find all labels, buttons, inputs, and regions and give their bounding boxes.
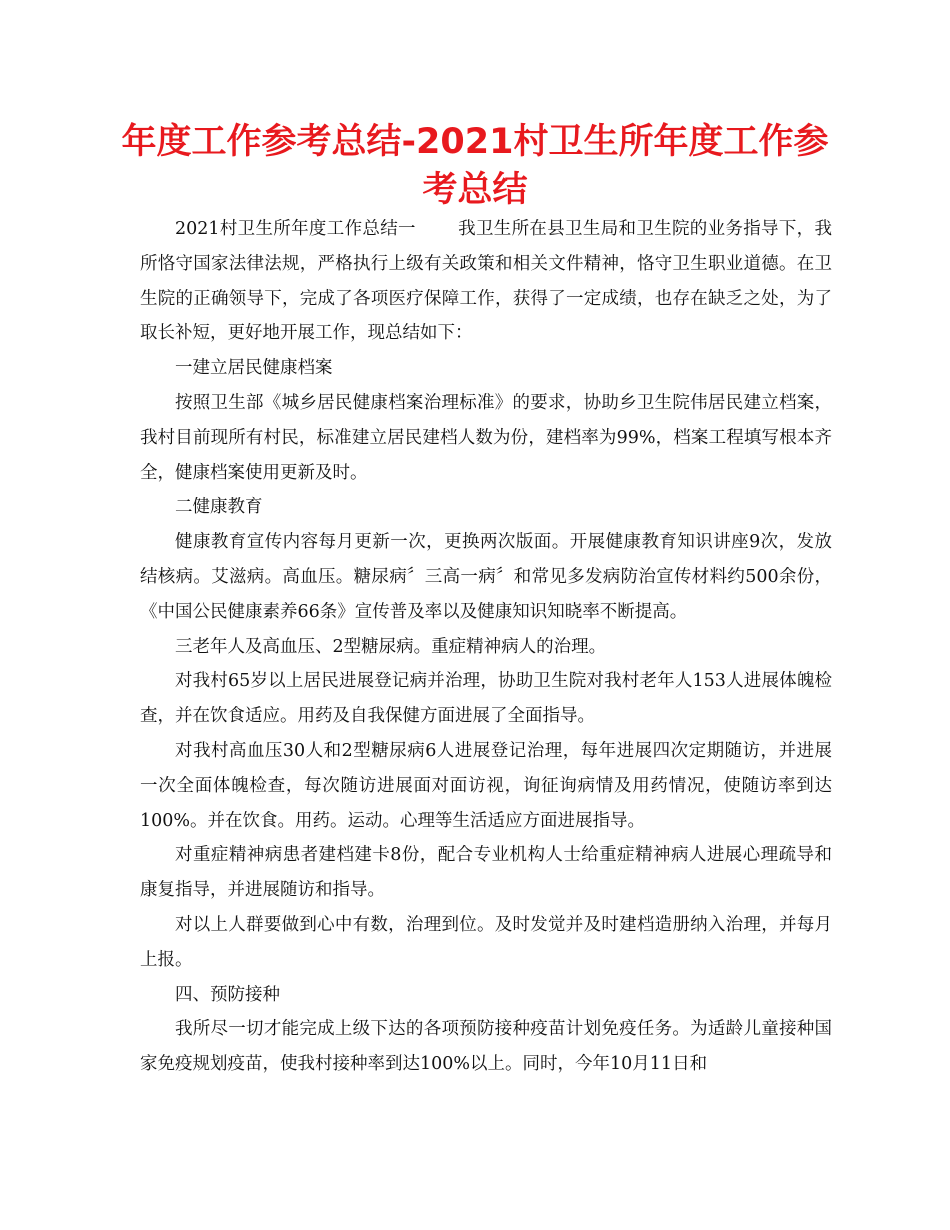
section-heading-health-education: 二健康教育 — [175, 497, 263, 518]
paragraph-management-summary: 对以上人群要做到心中有数，治理到位。及时发觉并及时建档造册纳入治理，并每月上报。 — [140, 914, 832, 970]
intro-paragraph — [140, 212, 832, 351]
section-heading-chronic-management: 三老年人及高血压、2型糖尿病。重症精神病人的治理。 — [175, 636, 607, 657]
document-title: 年度工作参考总结-2021村卫生所年度工作参考总结 — [121, 122, 829, 210]
section-heading-health-records: 一建立居民健康档案 — [175, 358, 333, 379]
paragraph-mental-illness: 对重症精神病患者建档建卡8份，配合专业机构人士给重症精神病人进展心理疏导和康复指导，并进展随访和指导。 — [140, 845, 832, 901]
paragraph-vaccination: 我所尽一切才能完成上级下达的各项预防接种疫苗计划免疫任务。为适龄儿童接种国家免疫规划疫苗，使我村接种率到达100%以上。同时，今年10月11日和 — [140, 1019, 832, 1075]
paragraph-health-education: 健康教育宣传内容每月更新一次，更换两次版面。开展健康教育知识讲座9次，发放结核病。艾滋病。高血压。糖尿病〞三高一病〞和常见多发病防治宣传材料约500余份，《中国公民健康素养66条》宣传普及率以及健康知识知晓率不断提高。 — [140, 532, 832, 622]
intro-label: 2021村卫生所年度工作总结一 — [175, 219, 416, 239]
paragraph-elderly: 对我村65岁以上居民进展登记病并治理，协助卫生院对我村老年人153人进展体魄检查，并在饮食适应。用药及自我保健方面进展了全面指导。 — [140, 671, 832, 727]
document-body — [140, 212, 832, 1082]
section-heading-vaccination: 四、预防接种 — [175, 984, 280, 1005]
intro-text: 我卫生所在县卫生局和卫生院的业务指导下，我所恪守国家法律法规，严格执行上级有关政策和相关文件精神，恪守卫生职业道德。在卫生院的正确领导下，完成了各项医疗保障工作，获得了一定成绩，也存在缺乏之处，为了取长补短，更好地开展工作，现总结如下： — [140, 219, 832, 344]
paragraph-health-records: 按照卫生部《城乡居民健康档案治理标准》的要求，协助乡卫生院伟居民建立档案，我村目前现所有村民，标准建立居民建档人数为份，建档率为99%，档案工程填写根本齐全，健康档案使用更新及时。 — [140, 392, 832, 483]
paragraph-hypertension-diabetes: 对我村高血压30人和2型糖尿病6人进展登记治理，每年进展四次定期随访，并进展一次全面体魄检查，每次随访进展面对面访视，询征询病情及用药情况，使随访率到达100%。并在饮食。用药。运动。心理等生活适应方面进展指导。 — [140, 740, 832, 831]
